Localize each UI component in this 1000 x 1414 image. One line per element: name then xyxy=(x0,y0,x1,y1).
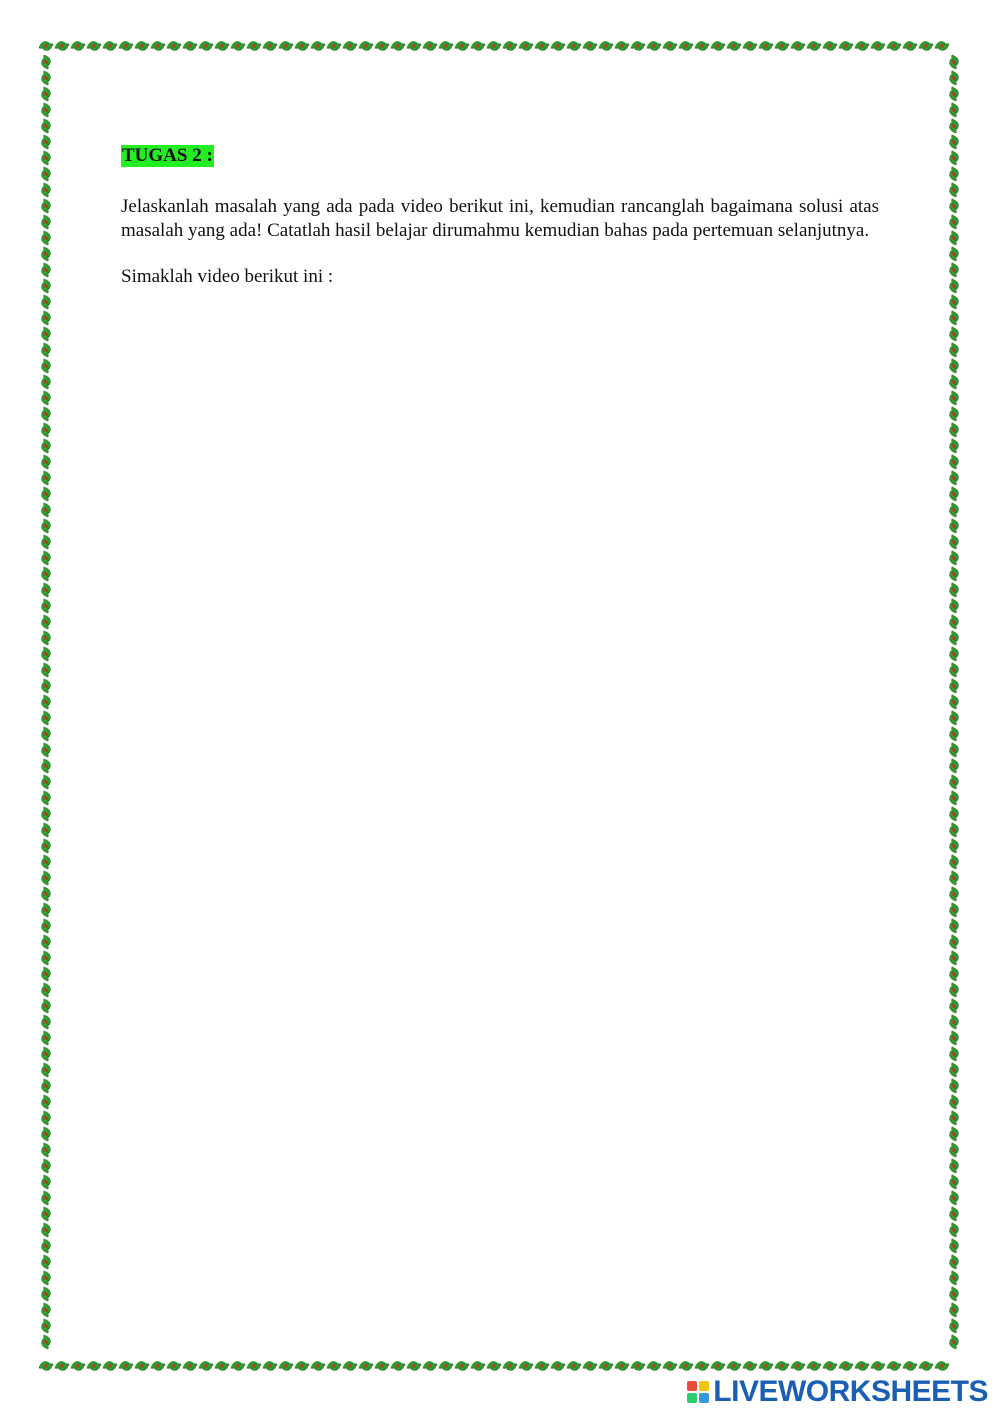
holly-leaf-icon xyxy=(950,1223,959,1237)
worksheet-content xyxy=(121,145,879,289)
holly-leaf-icon xyxy=(950,1255,959,1269)
holly-leaf-icon xyxy=(903,42,917,51)
holly-leaf-icon xyxy=(823,1362,837,1371)
holly-leaf-icon xyxy=(42,359,51,373)
holly-leaf-icon xyxy=(535,1362,549,1371)
holly-leaf-icon xyxy=(887,42,901,51)
holly-leaf-icon xyxy=(950,167,959,181)
holly-leaf-icon xyxy=(950,935,959,949)
holly-leaf-icon xyxy=(950,183,959,197)
holly-leaf-icon xyxy=(935,1362,949,1371)
holly-leaf-icon xyxy=(263,1362,277,1371)
holly-leaf-icon xyxy=(839,1362,853,1371)
holly-leaf-icon xyxy=(42,775,51,789)
holly-leaf-icon xyxy=(135,42,149,51)
holly-leaf-icon xyxy=(279,42,293,51)
holly-leaf-icon xyxy=(42,1063,51,1077)
holly-leaf-icon xyxy=(519,1362,533,1371)
holly-leaf-icon xyxy=(950,199,959,213)
holly-leaf-icon xyxy=(950,295,959,309)
holly-leaf-icon xyxy=(791,42,805,51)
holly-leaf-icon xyxy=(679,42,693,51)
holly-leaf-icon xyxy=(343,42,357,51)
holly-leaf-icon xyxy=(151,42,165,51)
holly-leaf-icon xyxy=(663,1362,677,1371)
holly-leaf-icon xyxy=(39,42,53,51)
holly-leaf-icon xyxy=(42,983,51,997)
holly-leaf-icon xyxy=(423,1362,437,1371)
holly-leaf-icon xyxy=(71,1362,85,1371)
logo-tile xyxy=(699,1381,709,1391)
holly-leaf-icon xyxy=(42,759,51,773)
holly-leaf-icon xyxy=(42,423,51,437)
holly-leaf-icon xyxy=(839,42,853,51)
holly-leaf-icon xyxy=(950,807,959,821)
holly-leaf-icon xyxy=(42,583,51,597)
holly-leaf-icon xyxy=(423,42,437,51)
holly-leaf-icon xyxy=(42,1287,51,1301)
holly-leaf-icon xyxy=(950,375,959,389)
holly-leaf-icon xyxy=(950,71,959,85)
holly-leaf-icon xyxy=(759,1362,773,1371)
holly-leaf-icon xyxy=(42,615,51,629)
holly-leaf-icon xyxy=(183,42,197,51)
holly-leaf-icon xyxy=(791,1362,805,1371)
holly-leaf-icon xyxy=(42,1271,51,1285)
holly-leaf-icon xyxy=(55,1362,69,1371)
holly-leaf-icon xyxy=(42,695,51,709)
holly-leaf-icon xyxy=(42,599,51,613)
holly-leaf-icon xyxy=(950,551,959,565)
holly-leaf-icon xyxy=(487,42,501,51)
holly-leaf-icon xyxy=(503,1362,517,1371)
holly-leaf-icon xyxy=(631,42,645,51)
holly-leaf-icon xyxy=(42,151,51,165)
holly-leaf-icon xyxy=(950,1143,959,1157)
logo-tiles-icon xyxy=(687,1381,709,1403)
holly-leaf-icon xyxy=(215,1362,229,1371)
holly-leaf-icon xyxy=(471,42,485,51)
holly-leaf-icon xyxy=(439,1362,453,1371)
holly-leaf-icon xyxy=(950,903,959,917)
holly-leaf-icon xyxy=(950,1303,959,1317)
holly-leaf-icon xyxy=(455,1362,469,1371)
holly-leaf-icon xyxy=(567,1362,581,1371)
holly-leaf-icon xyxy=(42,231,51,245)
holly-leaf-icon xyxy=(42,279,51,293)
holly-leaf-icon xyxy=(42,471,51,485)
holly-leaf-icon xyxy=(42,375,51,389)
holly-leaf-icon xyxy=(42,791,51,805)
holly-leaf-icon xyxy=(647,1362,661,1371)
holly-leaf-icon xyxy=(39,1362,53,1371)
holly-leaf-icon xyxy=(343,1362,357,1371)
holly-leaf-icon xyxy=(42,951,51,965)
holly-leaf-icon xyxy=(871,42,885,51)
holly-leaf-icon xyxy=(42,935,51,949)
holly-leaf-icon xyxy=(711,42,725,51)
holly-leaf-icon xyxy=(183,1362,197,1371)
holly-leaf-icon xyxy=(950,759,959,773)
holly-leaf-icon xyxy=(42,839,51,853)
holly-leaf-icon xyxy=(327,42,341,51)
holly-leaf-icon xyxy=(950,151,959,165)
holly-leaf-icon xyxy=(103,1362,117,1371)
holly-leaf-icon xyxy=(87,42,101,51)
holly-leaf-icon xyxy=(375,1362,389,1371)
holly-leaf-icon xyxy=(950,855,959,869)
holly-leaf-icon xyxy=(42,1079,51,1093)
holly-leaf-icon xyxy=(950,247,959,261)
holly-leaf-icon xyxy=(42,1127,51,1141)
holly-leaf-icon xyxy=(950,391,959,405)
holly-leaf-icon xyxy=(950,1063,959,1077)
holly-leaf-icon xyxy=(950,711,959,725)
holly-leaf-icon xyxy=(759,42,773,51)
holly-leaf-icon xyxy=(950,1239,959,1253)
task-heading: TUGAS 2 : xyxy=(122,145,213,166)
holly-leaf-icon xyxy=(935,42,949,51)
holly-leaf-icon xyxy=(42,535,51,549)
holly-leaf-icon xyxy=(42,407,51,421)
holly-leaf-icon xyxy=(950,823,959,837)
holly-leaf-icon xyxy=(950,439,959,453)
holly-leaf-icon xyxy=(503,42,517,51)
holly-leaf-icon xyxy=(42,1047,51,1061)
holly-leaf-icon xyxy=(919,1362,933,1371)
holly-leaf-icon xyxy=(950,423,959,437)
holly-leaf-icon xyxy=(42,183,51,197)
liveworksheets-logo xyxy=(687,1375,988,1409)
holly-leaf-icon xyxy=(42,1223,51,1237)
holly-leaf-icon xyxy=(42,903,51,917)
logo-tile xyxy=(687,1381,697,1391)
holly-leaf-icon xyxy=(711,1362,725,1371)
holly-leaf-icon xyxy=(42,567,51,581)
holly-leaf-icon xyxy=(807,42,821,51)
holly-leaf-icon xyxy=(679,1362,693,1371)
holly-leaf-icon xyxy=(775,42,789,51)
holly-leaf-icon xyxy=(42,455,51,469)
holly-leaf-icon xyxy=(471,1362,485,1371)
holly-leaf-icon xyxy=(42,1239,51,1253)
holly-leaf-icon xyxy=(455,42,469,51)
holly-leaf-icon xyxy=(950,1095,959,1109)
holly-leaf-icon xyxy=(42,1143,51,1157)
holly-leaf-icon xyxy=(727,42,741,51)
holly-leaf-icon xyxy=(42,311,51,325)
holly-leaf-icon xyxy=(950,1111,959,1125)
holly-leaf-icon xyxy=(727,1362,741,1371)
holly-leaf-icon xyxy=(950,887,959,901)
holly-leaf-icon xyxy=(743,1362,757,1371)
holly-leaf-icon xyxy=(42,807,51,821)
holly-leaf-icon xyxy=(42,919,51,933)
holly-leaf-icon xyxy=(950,999,959,1013)
holly-leaf-icon xyxy=(199,1362,213,1371)
holly-leaf-icon xyxy=(950,503,959,517)
holly-leaf-icon xyxy=(950,1287,959,1301)
holly-leaf-icon xyxy=(950,327,959,341)
holly-leaf-icon xyxy=(583,1362,597,1371)
holly-leaf-icon xyxy=(42,1207,51,1221)
holly-leaf-icon xyxy=(103,42,117,51)
holly-leaf-icon xyxy=(42,439,51,453)
holly-leaf-icon xyxy=(599,42,613,51)
holly-leaf-icon xyxy=(42,631,51,645)
holly-leaf-icon xyxy=(950,1175,959,1189)
holly-leaf-icon xyxy=(42,119,51,133)
holly-leaf-icon xyxy=(42,1111,51,1125)
holly-leaf-icon xyxy=(42,1175,51,1189)
holly-leaf-icon xyxy=(950,87,959,101)
holly-leaf-icon xyxy=(950,567,959,581)
holly-leaf-icon xyxy=(71,42,85,51)
holly-leaf-icon xyxy=(950,983,959,997)
holly-leaf-icon xyxy=(950,775,959,789)
holly-leaf-icon xyxy=(950,631,959,645)
holly-leaf-icon xyxy=(567,42,581,51)
holly-leaf-icon xyxy=(42,103,51,117)
holly-leaf-icon xyxy=(551,42,565,51)
holly-leaf-icon xyxy=(519,42,533,51)
holly-leaf-icon xyxy=(950,471,959,485)
holly-leaf-icon xyxy=(119,1362,133,1371)
holly-leaf-icon xyxy=(950,1271,959,1285)
holly-leaf-icon xyxy=(950,871,959,885)
holly-leaf-icon xyxy=(391,1362,405,1371)
holly-leaf-icon xyxy=(950,535,959,549)
holly-leaf-icon xyxy=(42,1159,51,1173)
holly-leaf-icon xyxy=(42,1095,51,1109)
holly-leaf-icon xyxy=(631,1362,645,1371)
holly-leaf-icon xyxy=(42,519,51,533)
holly-leaf-icon xyxy=(950,1015,959,1029)
holly-leaf-icon xyxy=(167,1362,181,1371)
holly-leaf-icon xyxy=(950,263,959,277)
holly-leaf-icon xyxy=(42,391,51,405)
holly-leaf-icon xyxy=(950,679,959,693)
holly-leaf-icon xyxy=(151,1362,165,1371)
holly-leaf-icon xyxy=(391,42,405,51)
holly-leaf-icon xyxy=(695,42,709,51)
holly-leaf-icon xyxy=(42,823,51,837)
holly-leaf-icon xyxy=(663,42,677,51)
holly-leaf-icon xyxy=(551,1362,565,1371)
holly-leaf-icon xyxy=(407,42,421,51)
logo-tile xyxy=(687,1393,697,1403)
holly-leaf-icon xyxy=(535,42,549,51)
holly-leaf-icon xyxy=(407,1362,421,1371)
holly-leaf-icon xyxy=(42,135,51,149)
holly-leaf-icon xyxy=(42,1335,51,1349)
holly-leaf-icon xyxy=(487,1362,501,1371)
holly-leaf-icon xyxy=(950,1079,959,1093)
holly-leaf-icon xyxy=(42,1255,51,1269)
holly-leaf-icon xyxy=(775,1362,789,1371)
holly-leaf-icon xyxy=(42,1015,51,1029)
holly-leaf-icon xyxy=(950,1335,959,1349)
instructions-paragraph: Jelaskanlah masalah yang ada pada video berikut ini, kemudian rancanglah bagaimana solusi atas masalah yang ada! Catatlah hasil belajar dirumahmu kemudian bahas pada pertemuan selanjutnya. xyxy=(121,196,879,241)
holly-leaf-icon xyxy=(42,215,51,229)
holly-leaf-icon xyxy=(42,343,51,357)
holly-leaf-icon xyxy=(327,1362,341,1371)
holly-leaf-icon xyxy=(42,87,51,101)
holly-leaf-icon xyxy=(695,1362,709,1371)
holly-leaf-icon xyxy=(950,1159,959,1173)
holly-leaf-icon xyxy=(135,1362,149,1371)
holly-leaf-icon xyxy=(950,791,959,805)
holly-leaf-icon xyxy=(950,1319,959,1333)
holly-leaf-icon xyxy=(87,1362,101,1371)
holly-leaf-icon xyxy=(950,583,959,597)
holly-leaf-icon xyxy=(950,743,959,757)
holly-leaf-icon xyxy=(42,327,51,341)
holly-leaf-icon xyxy=(42,1319,51,1333)
holly-leaf-icon xyxy=(42,887,51,901)
holly-leaf-icon xyxy=(231,42,245,51)
holly-leaf-icon xyxy=(42,855,51,869)
holly-leaf-icon xyxy=(42,487,51,501)
holly-leaf-icon xyxy=(871,1362,885,1371)
holly-leaf-icon xyxy=(950,663,959,677)
holly-leaf-icon xyxy=(950,279,959,293)
holly-leaf-icon xyxy=(823,42,837,51)
holly-leaf-icon xyxy=(950,1191,959,1205)
holly-leaf-icon xyxy=(950,919,959,933)
holly-leaf-icon xyxy=(279,1362,293,1371)
holly-leaf-icon xyxy=(647,42,661,51)
holly-leaf-icon xyxy=(615,1362,629,1371)
holly-leaf-icon xyxy=(950,103,959,117)
holly-leaf-icon xyxy=(950,343,959,357)
holly-leaf-icon xyxy=(950,1207,959,1221)
holly-leaf-icon xyxy=(439,42,453,51)
holly-leaf-icon xyxy=(950,407,959,421)
holly-leaf-icon xyxy=(807,1362,821,1371)
holly-leaf-icon xyxy=(42,871,51,885)
holly-leaf-icon xyxy=(950,727,959,741)
holly-leaf-icon xyxy=(215,42,229,51)
holly-leaf-icon xyxy=(950,231,959,245)
holly-leaf-icon xyxy=(42,727,51,741)
holly-leaf-icon xyxy=(855,42,869,51)
holly-leaf-icon xyxy=(42,55,51,69)
holly-leaf-icon xyxy=(42,551,51,565)
holly-leaf-icon xyxy=(42,743,51,757)
holly-leaf-icon xyxy=(42,167,51,181)
holly-leaf-icon xyxy=(599,1362,613,1371)
holly-leaf-icon xyxy=(950,599,959,613)
holly-leaf-icon xyxy=(950,119,959,133)
logo-text: LIVEWORKSHEETS xyxy=(713,1375,988,1408)
holly-leaf-icon xyxy=(950,839,959,853)
holly-leaf-icon xyxy=(855,1362,869,1371)
logo-tile xyxy=(699,1393,709,1403)
video-prompt: Simaklah video berikut ini : xyxy=(121,266,334,287)
holly-leaf-icon xyxy=(950,215,959,229)
holly-leaf-icon xyxy=(167,42,181,51)
holly-leaf-icon xyxy=(42,295,51,309)
holly-leaf-icon xyxy=(950,1031,959,1045)
holly-leaf-icon xyxy=(42,679,51,693)
holly-leaf-icon xyxy=(887,1362,901,1371)
holly-leaf-icon xyxy=(950,1047,959,1061)
holly-leaf-icon xyxy=(42,1303,51,1317)
holly-leaf-icon xyxy=(311,42,325,51)
holly-leaf-icon xyxy=(359,42,373,51)
holly-leaf-icon xyxy=(950,615,959,629)
holly-leaf-icon xyxy=(919,42,933,51)
holly-leaf-icon xyxy=(42,263,51,277)
holly-leaf-icon xyxy=(42,663,51,677)
holly-leaf-icon xyxy=(950,487,959,501)
holly-leaf-icon xyxy=(311,1362,325,1371)
holly-leaf-icon xyxy=(359,1362,373,1371)
holly-leaf-icon xyxy=(295,1362,309,1371)
holly-leaf-icon xyxy=(950,519,959,533)
holly-leaf-icon xyxy=(950,951,959,965)
holly-leaf-icon xyxy=(950,55,959,69)
holly-leaf-icon xyxy=(950,311,959,325)
holly-leaf-icon xyxy=(199,42,213,51)
holly-leaf-icon xyxy=(42,503,51,517)
holly-leaf-icon xyxy=(42,199,51,213)
holly-leaf-icon xyxy=(950,359,959,373)
holly-leaf-icon xyxy=(42,71,51,85)
holly-leaf-icon xyxy=(903,1362,917,1371)
holly-leaf-icon xyxy=(55,42,69,51)
holly-leaf-icon xyxy=(615,42,629,51)
holly-leaf-icon xyxy=(231,1362,245,1371)
holly-leaf-icon xyxy=(263,42,277,51)
holly-leaf-icon xyxy=(42,647,51,661)
holly-leaf-icon xyxy=(42,247,51,261)
holly-leaf-icon xyxy=(247,42,261,51)
holly-leaf-icon xyxy=(247,1362,261,1371)
holly-leaf-icon xyxy=(950,967,959,981)
holly-leaf-icon xyxy=(42,999,51,1013)
holly-leaf-icon xyxy=(950,1127,959,1141)
holly-leaf-icon xyxy=(950,647,959,661)
holly-leaf-icon xyxy=(743,42,757,51)
holly-leaf-icon xyxy=(42,711,51,725)
holly-leaf-icon xyxy=(583,42,597,51)
holly-leaf-icon xyxy=(42,1031,51,1045)
holly-leaf-icon xyxy=(42,1191,51,1205)
holly-leaf-icon xyxy=(119,42,133,51)
holly-leaf-icon xyxy=(295,42,309,51)
holly-leaf-icon xyxy=(950,695,959,709)
holly-leaf-icon xyxy=(950,455,959,469)
holly-leaf-icon xyxy=(950,135,959,149)
holly-leaf-icon xyxy=(375,42,389,51)
holly-leaf-icon xyxy=(42,967,51,981)
